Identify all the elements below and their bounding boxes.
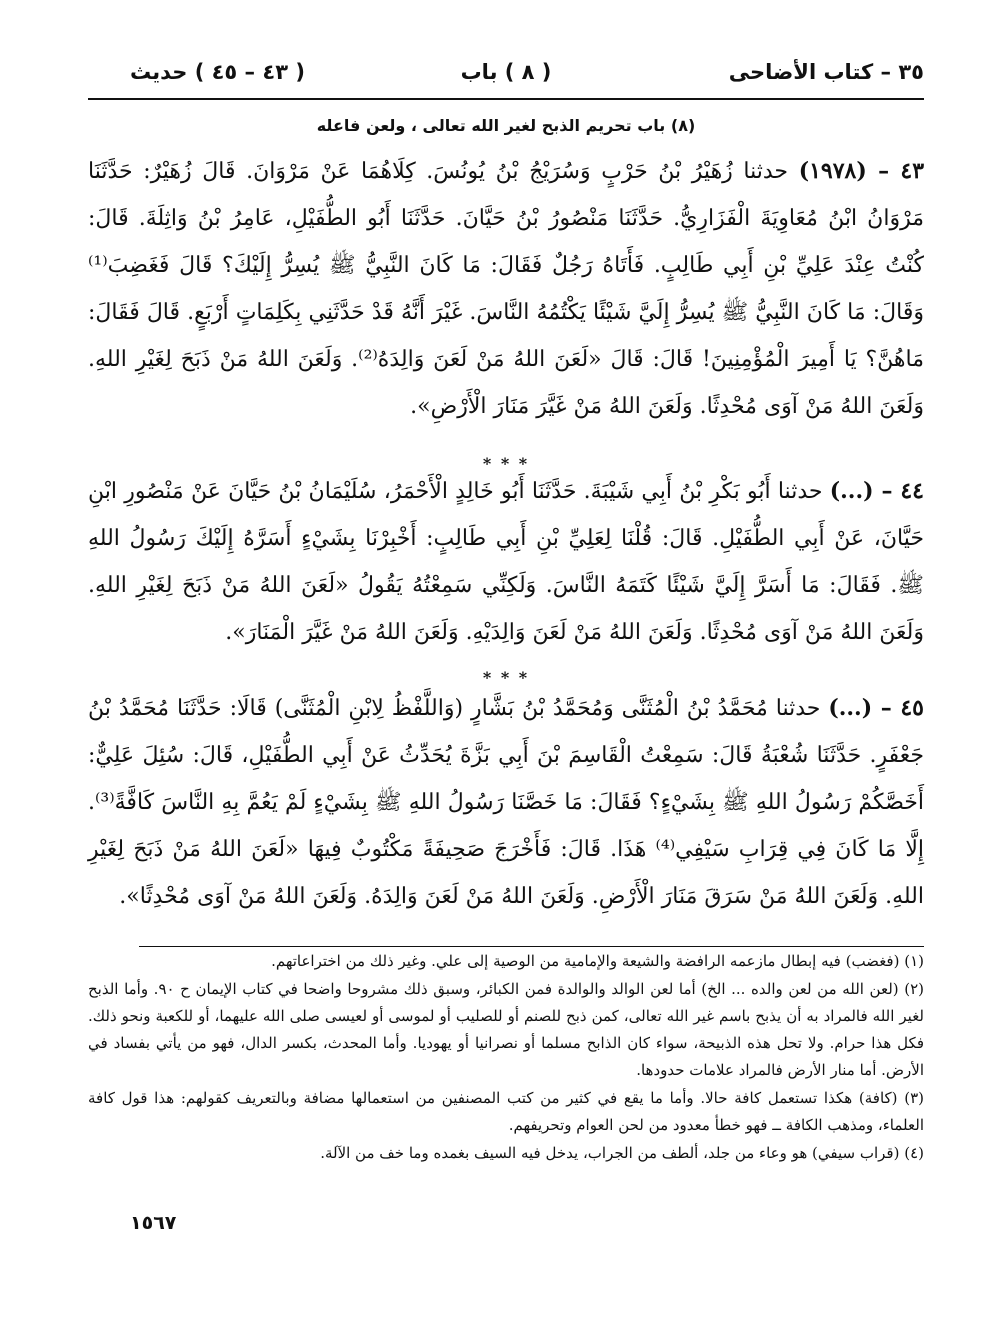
chapter-reference: ( ٨ ) باب (460, 60, 552, 84)
footnote-1: (١) (فغضب) فيه إبطال مازعمه الرافضة والشيعة والإمامية من الوصية إلى علي. وغير ذلك من اختراعاتهم. (271, 952, 924, 970)
hadith-number: ٤٣ – (١٩٧٨) (798, 158, 925, 184)
footnote-2: (٢) (لعن الله من لعن والده ... الخ) أما لعن الوالد والوالدة فمن الكبائر، وسبق ذلك مشروحا واضحا في كتاب الإيمان ح ٩٠. وأما الذبح لغير الله فالمراد به أن يذبح باسم غير الله تعالى، كمن ذبح للصنم أو للصليب أو لموسى أو لعيسى صلى الله عليهما، أو للكعبة ونحو ذلك. فكل هذا حرام. ولا تحل هذه الذبيحة، سواء كان الذابح مسلما أو نصرانيا أو يهوديا. وأما المحدث، بكسر الدال، فهو من يأتي بفساد في الأرض. أما منار الأرض فالمراد علامات حدودها. (88, 980, 924, 1079)
footnote-4: (٤) (قراب سيفي) هو وعاء من جلد، ألطف من الجراب، يدخل فيه السيف بغمده وما خف من الآلة. (320, 1144, 924, 1162)
separator-stars: * * * (482, 668, 530, 687)
hadith-45 (88, 685, 924, 935)
hadith-text: حدثنا أَبُو بَكْرِ بْنُ أَبِي شَيْبَةَ. حَدَّثَنَا أَبُو خَالِدٍ الْأَحْمَرُ، سُلَيْمَانُ بْنُ حَيَّانَ عَنْ مَنْصُورِ ابْنِ حَيَّانَ، عَنْ أَبِي الطُّفَيْلِ. قَالَ: قُلْنَا لِعَلِيِّ بْنِ أَبِي طَالِبٍ: أَخْبِرْنَا بِشَيْءٍ أَسَرَّهُ إِلَيْكَ رَسُولُ اللهِ ﷺ. فَقَالَ: مَا أَسَرَّ إِلَيَّ شَيْئًا كَتَمَهُ النَّاسَ. وَلَكِنِّي سَمِعْتُهُ يَقُولُ «لَعَنَ اللهُ مَنْ ذَبَحَ لِغَيْرِ اللهِ. وَلَعَنَ اللهُ مَنْ آوَى مُحْدِثًا. وَلَعَنَ اللهُ مَنْ لَعَنَ وَالِدَيْهِ. وَلَعَنَ اللهُ مَنْ غَيَّرَ الْمَنَارَ». (88, 479, 924, 645)
hadith-text: حدثنا زُهَيْرُ بْنُ حَرْبٍ وَسُرَيْجُ بْنُ يُونُسَ. كِلَاهُمَا عَنْ مَرْوَانَ. قَالَ زُهَيْرٌ: حَدَّثَنَا مَرْوَانُ ابْنُ مُعَاوِيَةَ الْفَزَارِيُّ. حَدَّثَنَا مَنْصُورُ بْنُ حَيَّانَ. حَدَّثَنَا أَبُو الطُّفَيْلِ، عَامِرُ بْنُ وَاثِلَةَ. قَالَ: كُنْتُ عِنْدَ عَلِيِّ بْنِ أَبِي طَالِبٍ. فَأَتَاهُ رَجُلٌ فَقَالَ: مَا كَانَ النَّبِيُّ ﷺ يُسِرُّ إِلَيْكَ؟ قَالَ فَغَضِبَ⁽¹⁾ وَقَالَ: مَا كَانَ النَّبِيُّ ﷺ يُسِرُّ إِلَيَّ شَيْئًا يَكْتُمُهُ النَّاسَ. غَيْرَ أَنَّهُ قَدْ حَدَّثَنِي بِكَلِمَاتٍ أَرْبَعٍ. قَالَ فَقَالَ: مَاهُنَّ؟ يَا أَمِيرَ الْمُؤْمِنِينَ! قَالَ: قَالَ «لَعَنَ اللهُ مَنْ لَعَنَ وَالِدَهُ⁽²⁾. وَلَعَنَ اللهُ مَنْ ذَبَحَ لِغَيْرِ اللهِ. وَلَعَنَ اللهُ مَنْ آوَى مُحْدِثًا. وَلَعَنَ اللهُ مَنْ غَيَّرَ مَنَارَ الْأَرْضِ». (88, 159, 924, 419)
footnotes (88, 948, 924, 1167)
book-title: ٣٥ – كتاب الأضاحى (728, 60, 924, 84)
hadith-range: ( ٤٣ – ٤٥ ) حديث (130, 60, 305, 84)
header-rule (88, 98, 924, 100)
page-number: ١٥٦٧ (130, 1212, 177, 1234)
hadith-44 (88, 468, 924, 668)
separator-stars: * * * (482, 454, 530, 473)
footnote-rule (139, 946, 924, 947)
hadith-text: حدثنا مُحَمَّدُ بْنُ الْمُثَنَّى وَمُحَمَّدُ بْنُ بَشَّارٍ (وَاللَّفْظُ لِابْنِ الْمُثَنَّى) قَالَا: حَدَّثَنَا مُحَمَّدُ بْنُ جَعْفَرٍ. حَدَّثَنَا شُعْبَةُ قَالَ: سَمِعْتُ الْقَاسِمَ بْنَ أَبِي بَزَّةَ يُحَدِّثُ عَنْ أَبِي الطُّفَيْلِ، قَالَ: سُئِلَ عَلِيٌّ: أَخَصَّكُمْ رَسُولُ اللهِ ﷺ بِشَيْءٍ؟ فَقَالَ: مَا خَصَّنَا رَسُولُ اللهِ ﷺ بِشَيْءٍ لَمْ يَعُمَّ بِهِ النَّاسَ كَافَّةً⁽³⁾. إِلَّا مَا كَانَ فِي قِرَابِ سَيْفِي⁽⁴⁾ هَذَا. قَالَ: فَأَخْرَجَ صَحِيفَةً مَكْتُوبٌ فِيهَا «لَعَنَ اللهُ مَنْ ذَبَحَ لِغَيْرِ اللهِ. وَلَعَنَ اللهُ مَنْ سَرَقَ مَنَارَ الْأَرْضِ. وَلَعَنَ اللهُ مَنْ لَعَنَ وَالِدَهُ. وَلَعَنَ اللهُ مَنْ آوَى مُحْدِثًا». (88, 696, 924, 909)
book-page (88, 40, 924, 1290)
footnote-3: (٣) (كافة) هكذا تستعمل كافة حالا. وأما ما يقع في كثير من كتب المصنفين من استعمالها مضافة وبالتعريف كقولهم: هذا قول كافة العلماء، ومذهب الكافة ــ فهو خطأ معدود من لحن العوام وتحريفهم. (88, 1089, 924, 1134)
chapter-title: (٨) باب تحريم الذبح لغير الله تعالى ، ولعن فاعله (316, 116, 696, 135)
hadith-number: ٤٥ – (...) (828, 695, 924, 721)
hadith-number: ٤٤ – (...) (829, 478, 924, 504)
running-head (88, 60, 924, 96)
hadith-43 (88, 148, 925, 419)
